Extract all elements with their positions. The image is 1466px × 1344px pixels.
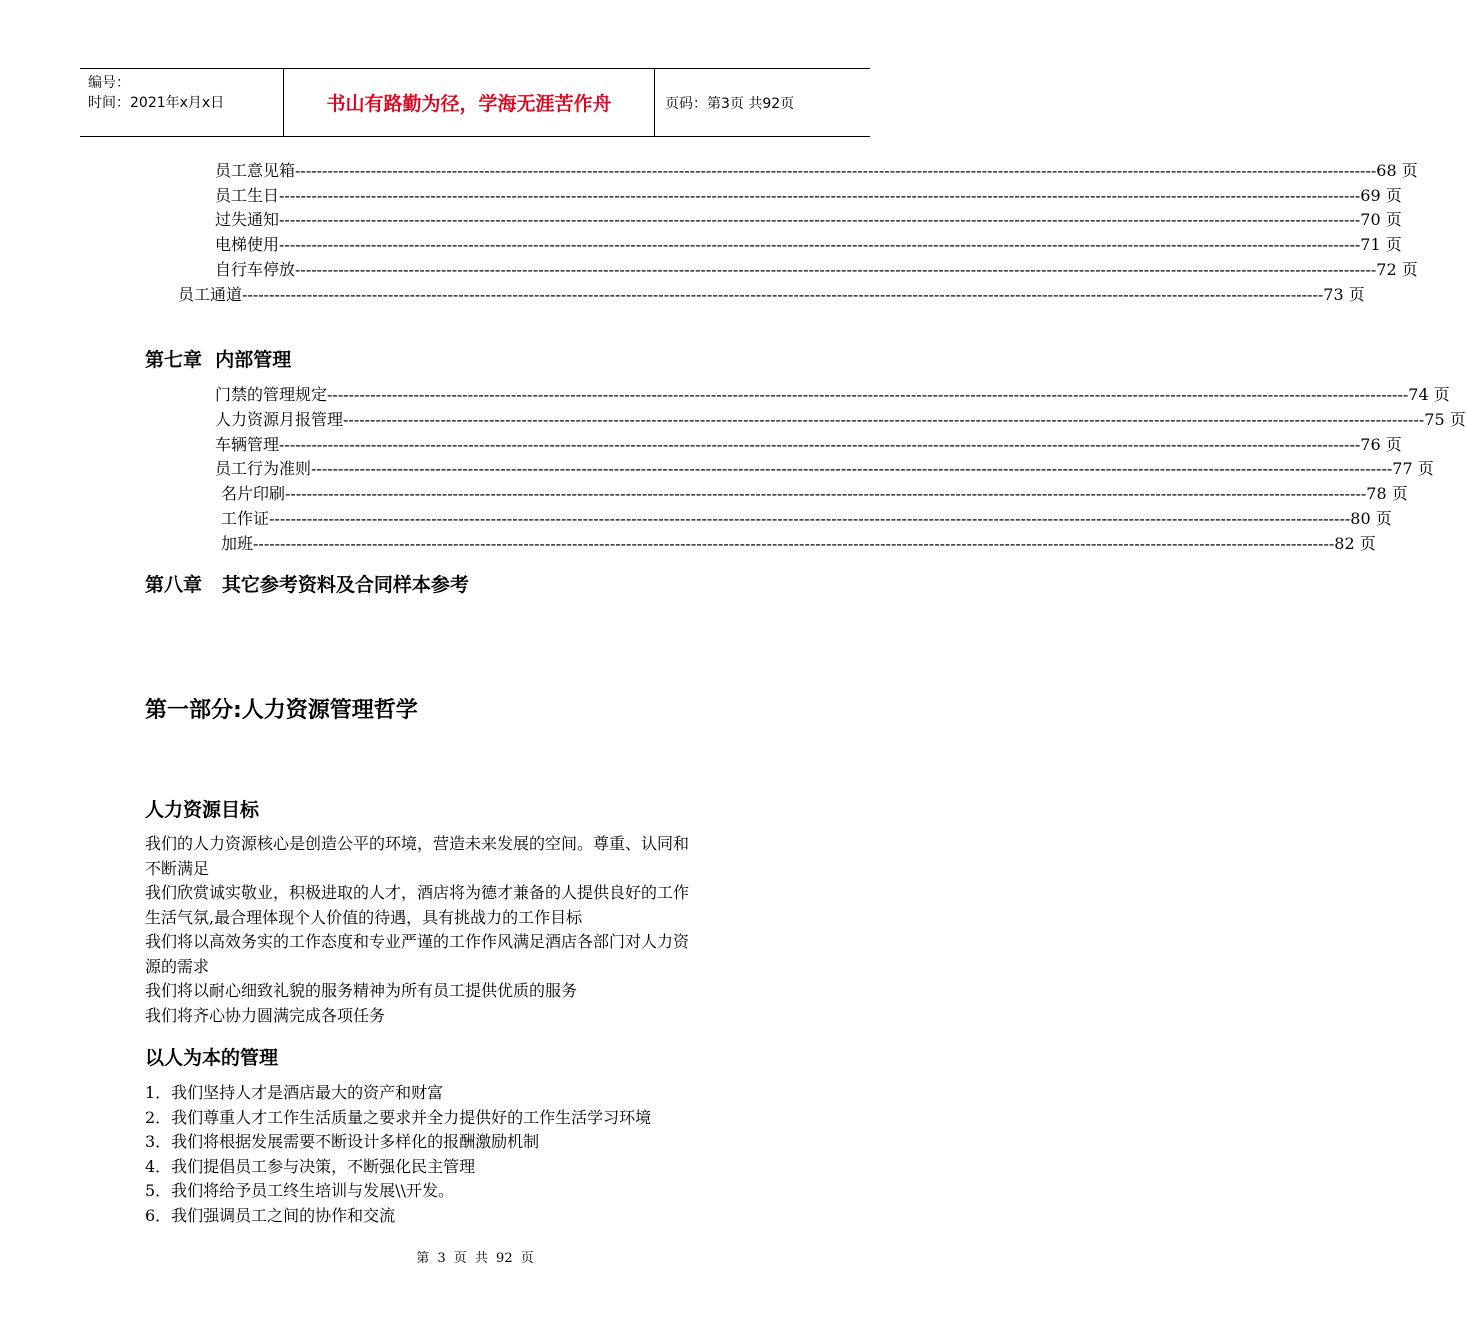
- toc-leader: --------------------------------------------------------------------------------------------------------------------------------------------------------------------------------------------------------: [279, 210, 1361, 229]
- toc-page: 70 页: [1360, 210, 1402, 229]
- paragraph-line: 我们将齐心协力圆满完成各项任务: [145, 1005, 386, 1025]
- toc-page: 74 页: [1408, 385, 1450, 404]
- section-hr-goals-body: [145, 832, 815, 1028]
- toc-label: 自行车停放: [215, 260, 296, 279]
- toc-entry: [215, 208, 1402, 232]
- toc-label: 车辆管理: [215, 435, 280, 454]
- toc-label: 员工通道: [178, 285, 243, 304]
- toc-leader: --------------------------------------------------------------------------------------------------------------------------------------------------------------------------------------------------------: [279, 435, 1361, 454]
- toc-entry: [215, 383, 1450, 407]
- toc-label: 名片印刷: [221, 484, 286, 503]
- toc-page: 71 页: [1360, 235, 1402, 254]
- toc-leader: --------------------------------------------------------------------------------------------------------------------------------------------------------------------------------------------------------: [295, 161, 1377, 180]
- toc-label: 工作证: [221, 509, 270, 528]
- toc-leader: --------------------------------------------------------------------------------------------------------------------------------------------------------------------------------------------------------: [285, 484, 1367, 503]
- page-header: [80, 68, 870, 137]
- toc-page: 76 页: [1360, 435, 1402, 454]
- toc-leader: --------------------------------------------------------------------------------------------------------------------------------------------------------------------------------------------------------: [242, 285, 1324, 304]
- section-people-first-title: 以人为本的管理: [145, 1047, 279, 1069]
- paragraph-line: 不断满足: [145, 858, 210, 878]
- toc-entry: [221, 482, 1408, 506]
- part-title: 第一部分:人力资源管理哲学: [145, 698, 418, 723]
- toc-leader: --------------------------------------------------------------------------------------------------------------------------------------------------------------------------------------------------------: [327, 385, 1409, 404]
- chapter-8-heading: 第八章 其它参考资料及合同样本参考: [145, 574, 469, 596]
- list-item: 2．我们尊重人才工作生活质量之要求并全力提供好的工作生活学习环境: [145, 1107, 652, 1127]
- toc-label: 过失通知: [215, 210, 280, 229]
- toc-page: 78 页: [1366, 484, 1408, 503]
- toc-page: 75 页: [1424, 410, 1466, 429]
- toc-leader: --------------------------------------------------------------------------------------------------------------------------------------------------------------------------------------------------------: [269, 509, 1351, 528]
- toc-leader: --------------------------------------------------------------------------------------------------------------------------------------------------------------------------------------------------------: [279, 186, 1361, 205]
- section-people-first-list: [145, 1081, 651, 1228]
- toc-leader: --------------------------------------------------------------------------------------------------------------------------------------------------------------------------------------------------------: [253, 534, 1335, 553]
- toc-page: 77 页: [1392, 459, 1434, 478]
- toc-entry: [215, 184, 1402, 208]
- toc-page: 80 页: [1350, 509, 1392, 528]
- paragraph-line: 源的需求: [145, 956, 210, 976]
- header-time: 时间：2021年x月x日: [88, 95, 225, 111]
- toc-label: 员工生日: [215, 186, 280, 205]
- paragraph-line: 我们将以耐心细致礼貌的服务精神为所有员工提供优质的服务: [145, 981, 578, 1000]
- toc-entry: [215, 433, 1402, 457]
- paragraph-line: 我们欣赏诚实敬业，积极进取的人才，酒店将为德才兼备的人提供良好的工作: [145, 883, 690, 902]
- toc-entry: [215, 457, 1434, 481]
- toc-page: 68 页: [1376, 161, 1418, 180]
- toc-entry: [215, 159, 1418, 183]
- toc-entry: [215, 408, 1466, 432]
- paragraph-line: 生活气氛,最合理体现个人价值的待遇，具有挑战力的工作目标: [145, 907, 583, 927]
- list-item: 1．我们坚持人才是酒店最大的资产和财富: [145, 1083, 444, 1102]
- list-item: 3．我们将根据发展需要不断设计多样化的报酬激励机制: [145, 1132, 540, 1151]
- chapter-7-heading: 第七章 内部管理: [145, 349, 292, 371]
- toc-label: 员工行为准则: [215, 459, 312, 478]
- list-item: 6．我们强调员工之间的协作和交流: [145, 1205, 396, 1225]
- toc-leader: --------------------------------------------------------------------------------------------------------------------------------------------------------------------------------------------------------: [343, 410, 1425, 429]
- toc-page: 82 页: [1334, 534, 1376, 553]
- toc-entry: [221, 532, 1376, 556]
- toc-entry: [178, 283, 1365, 307]
- toc-label: 员工意见箱: [215, 161, 296, 180]
- list-item: 4．我们提倡员工参与决策，不断强化民主管理: [145, 1156, 476, 1176]
- toc-page: 69 页: [1360, 186, 1402, 205]
- page-footer: 第 3 页 共 92 页: [416, 1251, 534, 1266]
- list-item: 5．我们将给予员工终生培训与发展\\开发。: [145, 1181, 454, 1200]
- toc-entry: [221, 507, 1392, 531]
- toc-entry: [215, 258, 1418, 282]
- toc-leader: --------------------------------------------------------------------------------------------------------------------------------------------------------------------------------------------------------: [279, 235, 1361, 254]
- toc-label: 电梯使用: [215, 235, 280, 254]
- toc-leader: --------------------------------------------------------------------------------------------------------------------------------------------------------------------------------------------------------: [311, 459, 1393, 478]
- toc-label: 加班: [221, 534, 254, 553]
- toc-page: 73 页: [1323, 285, 1365, 304]
- header-meta: [80, 69, 283, 136]
- toc-leader: --------------------------------------------------------------------------------------------------------------------------------------------------------------------------------------------------------: [295, 260, 1377, 279]
- toc-label: 门禁的管理规定: [215, 385, 328, 404]
- toc-entry: [215, 233, 1402, 257]
- toc-label: 人力资源月报管理: [215, 410, 344, 429]
- header-number: 编号：: [88, 75, 130, 91]
- header-motto: 书山有路勤为径，学海无涯苦作舟: [283, 69, 655, 136]
- header-page-info: 页码：第3页 共92页: [665, 95, 795, 112]
- toc-page: 72 页: [1376, 260, 1418, 279]
- paragraph-line: 我们的人力资源核心是创造公平的环境，营造未来发展的空间。尊重、认同和: [145, 834, 690, 853]
- paragraph-line: 我们将以高效务实的工作态度和专业严谨的工作作风满足酒店各部门对人力资: [145, 932, 690, 951]
- section-hr-goals-title: 人力资源目标: [145, 799, 260, 821]
